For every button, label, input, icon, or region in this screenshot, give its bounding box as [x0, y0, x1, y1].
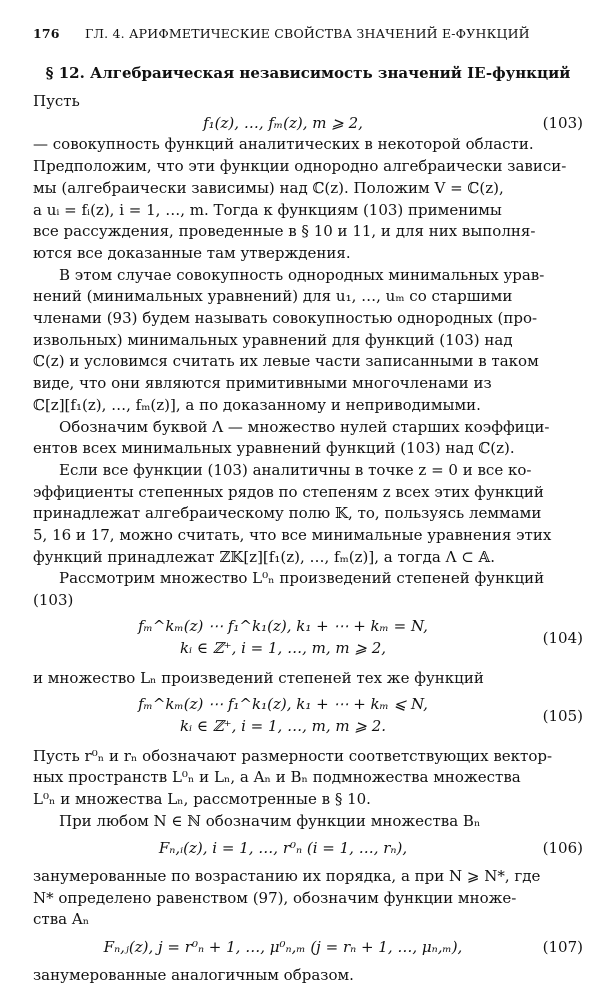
paragraph-4: [33, 460, 583, 569]
text-line: членами (93) будем называть совокупностью однородных (про-: [33, 309, 538, 328]
section-title: § 12. Алгебраическая независимость значений IE-функций: [45, 64, 571, 82]
text-line: занумерованные аналогичным образом.: [33, 965, 354, 984]
running-header: [33, 22, 583, 44]
text-line: Рассмотрим множество L⁰ₙ произведений степеней функций: [59, 569, 545, 588]
equation-104: [33, 612, 583, 668]
text-line: занумерованные по возрастанию их порядка, а при N ⩾ N*, где: [33, 867, 541, 886]
text-line: извольных) минимальных уравнений для функций (103) над: [33, 330, 513, 349]
equation-number: (105): [542, 706, 583, 725]
paragraph-2: [33, 265, 583, 417]
text-line: эффициенты степенных рядов по степеням z всех этих функций: [33, 482, 544, 501]
equation-line: kᵢ ∈ ℤ⁺, i = 1, …, m, m ⩾ 2.: [179, 716, 387, 735]
text-line: Обозначим буквой Λ — множество нулей старших коэффици-: [59, 417, 550, 436]
equation-body: Fₙ,ᵢ(z), i = 1, …, r⁰ₙ (i = 1, …, rₙ),: [158, 839, 408, 858]
text-line: функций принадлежат ℤ𝕂[z][f₁(z), …, fₘ(z)], а тогда Λ ⊂ 𝔸.: [33, 547, 495, 566]
intro-text: Пусть: [33, 92, 80, 110]
text-line: принадлежат алгебраическому полю 𝕂, то, пользуясь леммами: [33, 504, 542, 523]
paragraph-1: [33, 134, 583, 264]
text-line: ных пространств L⁰ₙ и Lₙ, а Aₙ и Bₙ подмножества множества: [33, 768, 521, 787]
page-number: 176: [33, 25, 60, 41]
text-line: ентов всех минимальных уравнений функций (103) над ℂ(z).: [33, 439, 515, 458]
text-line: ℂ[z][f₁(z), …, fₘ(z)], а по доказанному и неприводимыми.: [33, 395, 481, 414]
running-title: ГЛ. 4. АРИФМЕТИЧЕСКИЕ СВОЙСТВА ЗНАЧЕНИЙ Е-ФУНКЦИЙ: [85, 25, 530, 41]
equation-body: Fₙ,ⱼ(z), j = r⁰ₙ + 1, …, μ⁰ₙ,ₘ (j = rₙ + 1, …, μₙ,ₘ),: [103, 938, 463, 957]
equation-line: kᵢ ∈ ℤ⁺, i = 1, …, m, m ⩾ 2,: [179, 638, 387, 657]
paragraph-3: [33, 417, 583, 460]
equation-number: (103): [542, 113, 583, 132]
text-line: a uᵢ = fᵢ(z), i = 1, …, m. Тогда к функциям (103) применимы: [33, 200, 502, 219]
text-line: При любом N ∈ ℕ обозначим функции множества Bₙ: [59, 811, 481, 830]
equation-107: [33, 937, 583, 959]
text-line: (103): [33, 591, 74, 610]
text-line: Предположим, что эти функции однородно алгебраически зависи-: [33, 157, 567, 176]
text-line: ства Aₙ: [33, 910, 90, 929]
equation-number: (104): [542, 628, 583, 647]
text-line: ются все доказанные там утверждения.: [33, 243, 351, 262]
equation-line: fₘ^kₘ(z) ⋯ f₁^k₁(z), k₁ + ⋯ + kₘ ⩽ N,: [138, 694, 428, 713]
text-line: В этом случае совокупность однородных минимальных урав-: [59, 265, 545, 284]
text-line: — совокупность функций аналитических в некоторой области.: [33, 135, 534, 154]
text-line: мы (алгебраически зависимы) над ℂ(z). Положим V = ℂ(z),: [33, 178, 504, 197]
text-line: ℂ(z) и условимся считать их левые части записанными в таком: [33, 352, 539, 371]
text-line: все рассуждения, проведенные в § 10 и 11, и для них выполня-: [33, 222, 536, 241]
equation-line: fₘ^kₘ(z) ⋯ f₁^k₁(z), k₁ + ⋯ + kₘ = N,: [138, 616, 428, 635]
text-line: виде, что они являются примитивными многочленами из: [33, 374, 492, 393]
equation-number: (106): [542, 839, 583, 858]
equation-106: [33, 838, 583, 860]
text-line: и множество Lₙ произведений степеней тех же функций: [33, 668, 484, 687]
text-line: N* определено равенством (97), обозначим функции множе-: [33, 888, 517, 907]
text-line: 5, 16 и 17, можно считать, что все минимальные уравнения этих: [33, 526, 552, 545]
page: [33, 22, 583, 987]
equation-body: f₁(z), …, fₘ(z), m ⩾ 2,: [203, 113, 363, 132]
equation-103: [33, 113, 583, 135]
paragraph-8: [33, 866, 583, 931]
text-line: Если все функции (103) аналитичны в точке z = 0 и все ко-: [59, 460, 532, 479]
text-line: Пусть r⁰ₙ и rₙ обозначают размерности соответствующих вектор-: [33, 746, 553, 765]
text-line: L⁰ₙ и множества Lₙ, рассмотренные в § 10.: [33, 789, 371, 808]
paragraph-6: [33, 746, 583, 811]
paragraph-5: [33, 568, 583, 611]
equation-105: [33, 690, 583, 746]
equation-number: (107): [542, 938, 583, 957]
text-line: нений (минимальных уравнений) для u₁, …, uₘ со старшими: [33, 287, 513, 306]
